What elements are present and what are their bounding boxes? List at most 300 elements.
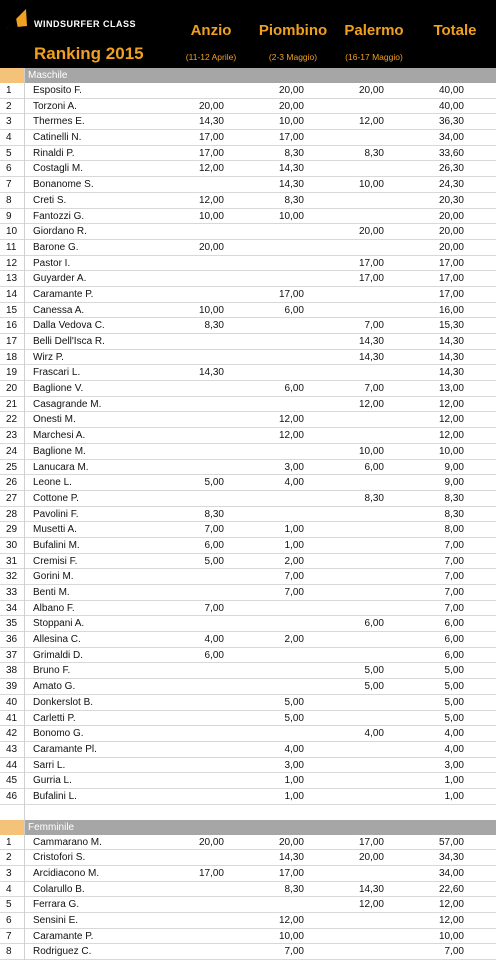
piombino-cell: 7,00 <box>284 946 304 958</box>
name-cell: Catinelli N. <box>33 132 82 144</box>
name-cell: Sensini E. <box>33 915 79 927</box>
palermo-cell: 14,30 <box>358 883 384 895</box>
name-cell: Allesina C. <box>33 634 81 646</box>
piombino-cell: 14,30 <box>278 852 304 864</box>
anzio-cell: 12,00 <box>198 194 224 206</box>
rank-cell: 27 <box>6 492 18 504</box>
anzio-cell: 14,30 <box>198 116 224 128</box>
table-row <box>0 428 496 444</box>
anzio-cell: 20,00 <box>198 836 224 848</box>
rank-cell: 1 <box>6 85 12 96</box>
windsurf-logo-icon <box>4 6 30 32</box>
total-cell: 57,00 <box>438 836 464 848</box>
palermo-cell: 20,00 <box>358 226 384 238</box>
total-cell: 16,00 <box>438 304 464 316</box>
piombino-cell: 4,00 <box>284 743 304 755</box>
name-cell: Onesti M. <box>33 414 76 426</box>
rank-cell: 34 <box>6 602 18 614</box>
rank-cell: 16 <box>6 320 18 332</box>
table-row <box>0 789 496 805</box>
table-row <box>0 773 496 789</box>
palermo-cell: 17,00 <box>358 273 384 285</box>
rank-cell: 38 <box>6 665 18 677</box>
total-cell: 15,30 <box>438 320 464 332</box>
total-cell: 17,00 <box>438 273 464 285</box>
name-cell: Caramante P. <box>33 288 94 300</box>
total-cell: 36,30 <box>438 116 464 128</box>
rank-cell: 37 <box>6 649 18 661</box>
name-cell: Sarri L. <box>33 759 66 771</box>
rank-cell: 46 <box>6 790 18 802</box>
total-cell: 6,00 <box>444 618 464 630</box>
table-row <box>0 850 496 866</box>
total-cell: 12,00 <box>438 915 464 927</box>
total-cell: 33,60 <box>438 147 464 159</box>
rank-cell: 24 <box>6 445 18 457</box>
total-cell: 20,00 <box>438 241 464 253</box>
name-cell: Arcidiacono M. <box>33 868 100 879</box>
table-row <box>0 913 496 929</box>
name-cell: Frascari L. <box>33 367 81 379</box>
brand-name: WINDSURFER CLASS <box>34 19 136 29</box>
palermo-cell: 8,30 <box>364 492 384 504</box>
name-cell: Baglione M. <box>33 445 86 457</box>
name-cell: Rodriguez C. <box>33 946 92 958</box>
piombino-cell: 12,00 <box>278 414 304 426</box>
rank-cell: 10 <box>6 226 18 238</box>
anzio-cell: 7,00 <box>204 524 224 536</box>
piombino-cell: 6,00 <box>284 304 304 316</box>
piombino-cell: 1,00 <box>284 775 304 787</box>
total-cell: 24,30 <box>438 179 464 191</box>
rank-cell: 35 <box>6 618 18 630</box>
rank-cell: 5 <box>6 899 12 911</box>
name-cell: Cremisi F. <box>33 555 78 567</box>
rank-cell: 2 <box>6 100 12 112</box>
section-header <box>0 820 496 835</box>
name-cell: Cottone P. <box>33 492 79 504</box>
name-cell: Barone G. <box>33 241 79 253</box>
rank-cell: 6 <box>6 163 12 175</box>
rank-cell: 20 <box>6 383 18 395</box>
total-cell: 5,00 <box>444 712 464 724</box>
piombino-cell: 20,00 <box>278 836 304 848</box>
table-row <box>0 507 496 523</box>
name-cell: Caramante P. <box>33 930 94 942</box>
rank-cell: 4 <box>6 883 12 895</box>
rank-cell: 12 <box>6 257 18 269</box>
piombino-cell: 7,00 <box>284 587 304 598</box>
total-cell: 34,00 <box>438 868 464 879</box>
anzio-cell: 20,00 <box>198 100 224 112</box>
rank-cell: 44 <box>6 759 18 771</box>
name-cell: Stoppani A. <box>33 618 85 630</box>
name-cell: Ferrara G. <box>33 899 80 911</box>
total-cell: 6,00 <box>444 634 464 646</box>
piombino-cell: 14,30 <box>278 179 304 191</box>
section-marker <box>0 68 24 83</box>
anzio-cell: 5,00 <box>204 555 224 567</box>
name-cell: Casagrande M. <box>33 398 102 410</box>
rank-cell: 19 <box>6 367 18 379</box>
name-cell: Benti M. <box>33 587 70 598</box>
palermo-cell: 20,00 <box>358 85 384 96</box>
palermo-cell: 7,00 <box>364 320 384 332</box>
table-row <box>0 146 496 162</box>
rank-cell: 40 <box>6 696 18 708</box>
palermo-cell: 12,00 <box>358 116 384 128</box>
total-cell: 8,30 <box>444 508 464 520</box>
rank-cell: 7 <box>6 930 12 942</box>
total-cell: 14,30 <box>438 367 464 379</box>
total-cell: 13,00 <box>438 383 464 395</box>
column-header-totale: Totale <box>433 22 477 39</box>
table-row <box>0 256 496 272</box>
table-row <box>0 585 496 601</box>
total-cell: 6,00 <box>444 649 464 661</box>
table-row <box>0 334 496 350</box>
table-row <box>0 83 496 99</box>
total-cell: 12,00 <box>438 414 464 426</box>
table-row <box>0 177 496 193</box>
total-cell: 20,00 <box>438 210 464 222</box>
column-divider <box>24 68 25 960</box>
rank-cell: 26 <box>6 477 18 489</box>
piombino-cell: 8,30 <box>284 883 304 895</box>
table-row <box>0 882 496 898</box>
column-header-anzio: Anzio <box>190 22 232 39</box>
total-cell: 9,00 <box>444 461 464 473</box>
total-cell: 1,00 <box>444 790 464 802</box>
total-cell: 7,00 <box>444 946 464 958</box>
palermo-cell: 14,30 <box>358 351 384 363</box>
table-row <box>0 412 496 428</box>
rank-cell: 21 <box>6 398 18 410</box>
rank-cell: 3 <box>6 868 12 879</box>
name-cell: Pavolini F. <box>33 508 79 520</box>
piombino-cell: 10,00 <box>278 116 304 128</box>
rank-cell: 13 <box>6 273 18 285</box>
name-cell: Lanucara M. <box>33 461 89 473</box>
table-row <box>0 616 496 632</box>
table-header <box>0 0 496 68</box>
name-cell: Esposito F. <box>33 85 82 96</box>
palermo-cell: 5,00 <box>364 681 384 693</box>
rank-cell: 25 <box>6 461 18 473</box>
name-cell: Colarullo B. <box>33 883 85 895</box>
table-row <box>0 866 496 882</box>
name-cell: Gorini M. <box>33 571 74 583</box>
piombino-cell: 12,00 <box>278 430 304 442</box>
anzio-cell: 10,00 <box>198 210 224 222</box>
palermo-cell: 17,00 <box>358 836 384 848</box>
name-cell: Creti S. <box>33 194 67 206</box>
palermo-cell: 12,00 <box>358 899 384 911</box>
total-cell: 7,00 <box>444 555 464 567</box>
table-row <box>0 287 496 303</box>
table-row <box>0 742 496 758</box>
table-row <box>0 240 496 256</box>
palermo-cell: 5,00 <box>364 665 384 677</box>
table-row <box>0 397 496 413</box>
palermo-cell: 7,00 <box>364 383 384 395</box>
table-row <box>0 897 496 913</box>
total-cell: 40,00 <box>438 85 464 96</box>
rank-cell: 5 <box>6 147 12 159</box>
table-row <box>0 726 496 742</box>
section-label: Femminile <box>28 821 75 833</box>
palermo-cell: 20,00 <box>358 852 384 864</box>
piombino-cell: 2,00 <box>284 555 304 567</box>
name-cell: Bufalini L. <box>33 790 77 802</box>
total-cell: 26,30 <box>438 163 464 175</box>
total-cell: 8,00 <box>444 524 464 536</box>
column-header-palermo: Palermo <box>344 22 404 39</box>
table-row <box>0 632 496 648</box>
table-row <box>0 193 496 209</box>
piombino-cell: 2,00 <box>284 634 304 646</box>
piombino-cell: 7,00 <box>284 571 304 583</box>
palermo-cell: 12,00 <box>358 398 384 410</box>
piombino-cell: 1,00 <box>284 539 304 551</box>
name-cell: Fantozzi G. <box>33 210 85 222</box>
palermo-cell: 17,00 <box>358 257 384 269</box>
total-cell: 7,00 <box>444 539 464 551</box>
total-cell: 5,00 <box>444 665 464 677</box>
table-row <box>0 318 496 334</box>
section-label: Maschile <box>28 70 68 81</box>
piombino-cell: 4,00 <box>284 477 304 489</box>
piombino-cell: 17,00 <box>278 868 304 879</box>
rank-cell: 8 <box>6 946 12 958</box>
table-row <box>0 569 496 585</box>
rank-cell: 42 <box>6 728 18 740</box>
total-cell: 17,00 <box>438 288 464 300</box>
name-cell: Thermes E. <box>33 116 85 128</box>
rank-cell: 8 <box>6 194 12 206</box>
piombino-cell: 3,00 <box>284 461 304 473</box>
name-cell: Belli Dell'Isca R. <box>33 336 105 347</box>
name-cell: Bonanome S. <box>33 179 94 191</box>
name-cell: Grimaldi D. <box>33 649 84 661</box>
total-cell: 3,00 <box>444 759 464 771</box>
total-cell: 12,00 <box>438 398 464 410</box>
total-cell: 5,00 <box>444 681 464 693</box>
name-cell: Carletti P. <box>33 712 76 724</box>
piombino-cell: 1,00 <box>284 790 304 802</box>
name-cell: Leone L. <box>33 477 72 489</box>
column-dates-piombino: (2-3 Maggio) <box>268 52 318 62</box>
section-marker <box>0 820 24 835</box>
name-cell: Giordano R. <box>33 226 87 238</box>
piombino-cell: 8,30 <box>284 147 304 159</box>
table-row <box>0 365 496 381</box>
rank-cell: 41 <box>6 712 18 724</box>
anzio-cell: 5,00 <box>204 477 224 489</box>
palermo-cell: 6,00 <box>364 618 384 630</box>
anzio-cell: 7,00 <box>204 602 224 614</box>
total-cell: 20,00 <box>438 226 464 238</box>
name-cell: Bruno F. <box>33 665 71 677</box>
name-cell: Gurria L. <box>33 775 72 787</box>
name-cell: Pastor I. <box>33 257 71 269</box>
rank-cell: 45 <box>6 775 18 787</box>
table-row <box>0 538 496 554</box>
piombino-cell: 8,30 <box>284 194 304 206</box>
palermo-cell: 14,30 <box>358 336 384 347</box>
rank-cell: 43 <box>6 743 18 755</box>
rank-cell: 33 <box>6 587 18 598</box>
page-title: Ranking 2015 <box>34 44 144 63</box>
rank-cell: 17 <box>6 336 18 347</box>
total-cell: 4,00 <box>444 743 464 755</box>
total-cell: 14,30 <box>438 336 464 347</box>
rank-cell: 11 <box>6 241 17 253</box>
total-cell: 10,00 <box>438 930 464 942</box>
palermo-cell: 10,00 <box>358 445 384 457</box>
total-cell: 1,00 <box>444 775 464 787</box>
name-cell: Rinaldi P. <box>33 147 75 159</box>
piombino-cell: 10,00 <box>278 210 304 222</box>
name-cell: Baglione V. <box>33 383 84 395</box>
piombino-cell: 20,00 <box>278 85 304 96</box>
rank-cell: 3 <box>6 116 12 128</box>
rank-cell: 4 <box>6 132 12 144</box>
table-row <box>0 350 496 366</box>
name-cell: Amato G. <box>33 681 76 693</box>
total-cell: 14,30 <box>438 351 464 363</box>
rank-cell: 1 <box>6 836 12 848</box>
table-row <box>0 303 496 319</box>
name-cell: Bufalini M. <box>33 539 80 551</box>
rank-cell: 6 <box>6 915 12 927</box>
rank-cell: 9 <box>6 210 12 222</box>
anzio-cell: 6,00 <box>204 649 224 661</box>
total-cell: 22,60 <box>438 883 464 895</box>
piombino-cell: 17,00 <box>278 132 304 144</box>
anzio-cell: 17,00 <box>198 147 224 159</box>
total-cell: 40,00 <box>438 100 464 112</box>
piombino-cell: 10,00 <box>278 930 304 942</box>
piombino-cell: 20,00 <box>278 100 304 112</box>
piombino-cell: 6,00 <box>284 383 304 395</box>
total-cell: 5,00 <box>444 696 464 708</box>
name-cell: Cristofori S. <box>33 852 86 864</box>
name-cell: Bonomo G. <box>33 728 84 740</box>
rank-cell: 28 <box>6 508 18 520</box>
table-row <box>0 663 496 679</box>
table-row <box>0 522 496 538</box>
name-cell: Marchesi A. <box>33 430 86 442</box>
rank-cell: 22 <box>6 414 18 426</box>
table-row <box>0 679 496 695</box>
table-row <box>0 130 496 146</box>
total-cell: 7,00 <box>444 587 464 598</box>
anzio-cell: 14,30 <box>198 367 224 379</box>
column-dates-palermo: (16-17 Maggio) <box>345 52 403 62</box>
rank-cell: 36 <box>6 634 18 646</box>
column-dates-anzio: (11-12 Aprile) <box>185 52 237 62</box>
total-cell: 12,00 <box>438 899 464 911</box>
anzio-cell: 17,00 <box>198 868 224 879</box>
rank-cell: 14 <box>6 288 18 300</box>
table-row <box>0 475 496 491</box>
table-row <box>0 209 496 225</box>
table-row <box>0 381 496 397</box>
name-cell: Caramante Pl. <box>33 743 97 755</box>
rank-cell: 15 <box>6 304 18 316</box>
total-cell: 4,00 <box>444 728 464 740</box>
name-cell: Costagli M. <box>33 163 84 175</box>
name-cell: Guyarder A. <box>33 273 87 285</box>
table-row <box>0 460 496 476</box>
anzio-cell: 17,00 <box>198 132 224 144</box>
name-cell: Dalla Vedova C. <box>33 320 105 332</box>
table-row <box>0 444 496 460</box>
name-cell: Musetti A. <box>33 524 77 536</box>
total-cell: 10,00 <box>438 445 464 457</box>
rank-cell: 30 <box>6 539 18 551</box>
rank-cell: 7 <box>6 179 12 191</box>
table-row <box>0 161 496 177</box>
piombino-cell: 5,00 <box>284 712 304 724</box>
anzio-cell: 12,00 <box>198 163 224 175</box>
palermo-cell: 10,00 <box>358 179 384 191</box>
anzio-cell: 8,30 <box>204 508 224 520</box>
rank-cell: 39 <box>6 681 18 693</box>
section-header <box>0 68 496 83</box>
piombino-cell: 17,00 <box>278 288 304 300</box>
table-row <box>0 944 496 960</box>
table-row <box>0 99 496 115</box>
table-row <box>0 758 496 774</box>
table-row <box>0 929 496 945</box>
palermo-cell: 8,30 <box>364 147 384 159</box>
rank-cell: 2 <box>6 852 12 864</box>
total-cell: 20,30 <box>438 194 464 206</box>
table-row <box>0 554 496 570</box>
total-cell: 8,30 <box>444 492 464 504</box>
table-row <box>0 695 496 711</box>
anzio-cell: 6,00 <box>204 539 224 551</box>
table-row <box>0 835 496 851</box>
anzio-cell: 10,00 <box>198 304 224 316</box>
table-row <box>0 114 496 130</box>
total-cell: 7,00 <box>444 602 464 614</box>
section-spacer <box>0 805 496 820</box>
anzio-cell: 20,00 <box>198 241 224 253</box>
name-cell: Albano F. <box>33 602 75 614</box>
total-cell: 9,00 <box>444 477 464 489</box>
name-cell: Wirz P. <box>33 351 64 363</box>
table-row <box>0 601 496 617</box>
total-cell: 7,00 <box>444 571 464 583</box>
table-row <box>0 711 496 727</box>
palermo-cell: 6,00 <box>364 461 384 473</box>
column-header-piombino: Piombino <box>258 22 328 39</box>
name-cell: Cammarano M. <box>33 836 102 848</box>
name-cell: Canessa A. <box>33 304 85 316</box>
rank-cell: 32 <box>6 571 18 583</box>
palermo-cell: 4,00 <box>364 728 384 740</box>
total-cell: 17,00 <box>438 257 464 269</box>
table-row <box>0 224 496 240</box>
piombino-cell: 12,00 <box>278 915 304 927</box>
ranking-table <box>0 68 496 960</box>
piombino-cell: 3,00 <box>284 759 304 771</box>
anzio-cell: 4,00 <box>204 634 224 646</box>
total-cell: 34,00 <box>438 132 464 144</box>
